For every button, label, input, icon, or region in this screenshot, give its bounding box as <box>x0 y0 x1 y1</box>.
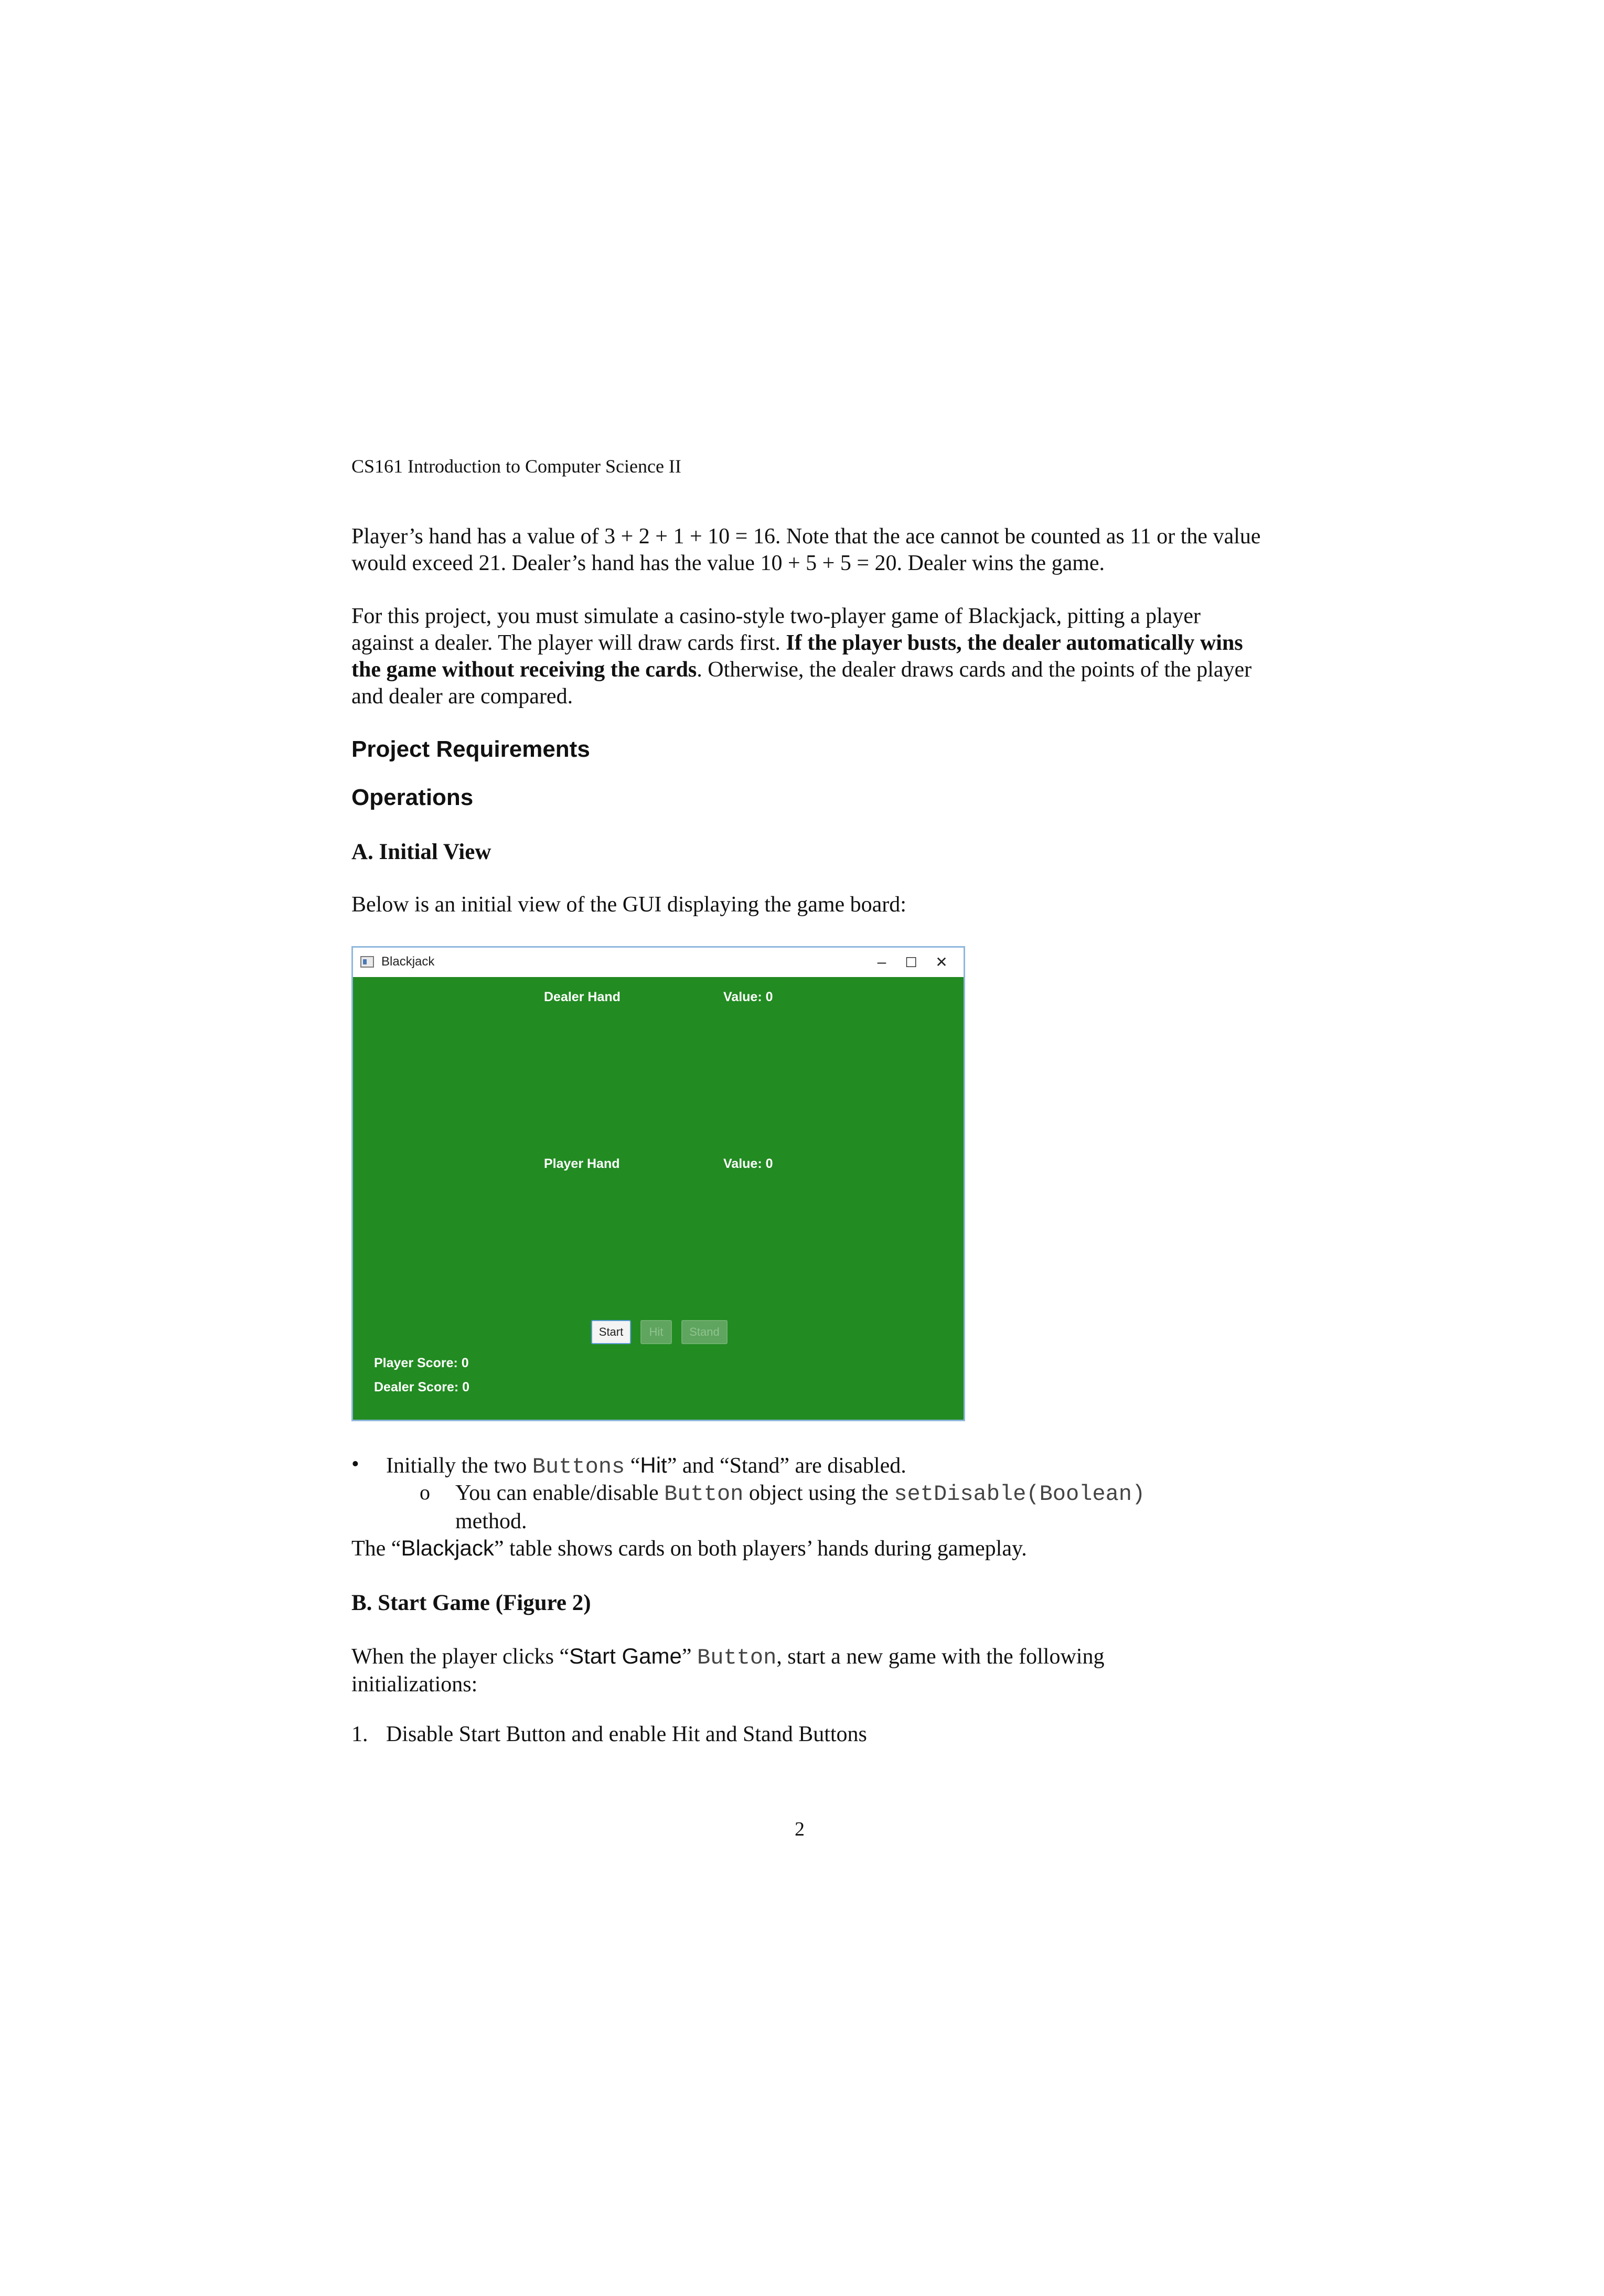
player-value-label: Value: 0 <box>723 1156 773 1171</box>
paragraph-project-intro <box>351 603 1264 710</box>
code-setdisable: setDisable(Boolean) <box>894 1482 1146 1507</box>
intro-text-c: . Otherwise, the dealer draws cards and the points of the player and dealer are compared. <box>351 658 1252 709</box>
hit-word: Hit <box>640 1453 667 1477</box>
start-button[interactable]: Start <box>591 1320 631 1344</box>
paragraph-start-game <box>351 1643 1149 1698</box>
dealer-hand-label: Dealer Hand <box>544 990 621 1004</box>
table-text: The “ <box>351 1537 401 1561</box>
table-name: Blackjack <box>401 1536 494 1560</box>
intro-bold-rule: If the player busts, the dealer automatically wins the game without receiving the cards <box>351 631 1243 682</box>
window-title: Blackjack <box>381 954 435 969</box>
start-text-end: , start a new game with the following initializations: <box>351 1645 1105 1697</box>
running-header: CS161 Introduction to Computer Science II <box>351 456 681 477</box>
list-number: 1. <box>351 1722 368 1746</box>
player-score-label: Player Score: 0 <box>374 1356 469 1370</box>
bullet-text: Initially the two <box>386 1454 532 1478</box>
sub-bullet-circle-icon: o <box>420 1480 430 1504</box>
sub-text-mid: object using the <box>743 1481 894 1505</box>
game-board <box>353 977 964 1420</box>
heading-initial-view: A. Initial View <box>351 840 491 864</box>
intro-text-a: For this project, you must simulate a casino-style two-player game of Blackjack, pitting a player against a dealer. The player will draw cards first. <box>351 604 1201 655</box>
bullet-dot-icon: • <box>351 1452 359 1476</box>
sub-text: You can enable/disable <box>455 1481 665 1505</box>
list-item-1: Disable Start Button and enable Hit and Stand Buttons <box>386 1722 867 1746</box>
dealer-score-label: Dealer Score: 0 <box>374 1380 470 1394</box>
code-buttons: Buttons <box>532 1454 625 1479</box>
dealer-value-label: Value: 0 <box>723 990 773 1004</box>
bullet-text-end: ” and “Stand” are disabled. <box>667 1454 906 1478</box>
heading-start-game: B. Start Game (Figure 2) <box>351 1591 591 1615</box>
start-game-name: Start Game <box>569 1644 682 1668</box>
player-hand-label: Player Hand <box>544 1156 620 1171</box>
paragraph-table <box>351 1535 1264 1562</box>
sub-bullet-setdisable <box>455 1480 1274 1508</box>
heading-operations: Operations <box>351 785 474 810</box>
hit-button[interactable]: Hit <box>640 1320 672 1344</box>
start-text: When the player clicks “ <box>351 1645 570 1669</box>
start-quote: ” <box>681 1645 698 1669</box>
stand-button[interactable]: Stand <box>681 1320 728 1344</box>
table-text-end: ” table shows cards on both players’ hands during gameplay. <box>494 1537 1027 1561</box>
sub-bullet-method: method. <box>455 1509 527 1533</box>
code-button: Button <box>664 1482 744 1507</box>
close-icon[interactable]: ✕ <box>935 954 948 970</box>
maximize-icon[interactable]: ☐ <box>905 954 917 970</box>
window-titlebar <box>353 948 964 977</box>
paragraph-gui-intro: Below is an initial view of the GUI displaying the game board: <box>351 893 906 917</box>
bullet-buttons-disabled <box>386 1452 1278 1480</box>
blackjack-window <box>351 946 965 1421</box>
paragraph-hand-values: Player’s hand has a value of 3 + 2 + 1 + 10 = 16. Note that the ace cannot be counted as 11 or the value would exceed 21. Dealer’s hand has the value 10 + 5 + 5 = 20. Dealer wins the game. <box>351 524 1261 575</box>
minimize-icon[interactable]: – <box>877 953 886 971</box>
heading-project-requirements: Project Requirements <box>351 736 590 762</box>
bullet-quote: “ <box>625 1454 640 1478</box>
code-button-start: Button <box>697 1645 777 1670</box>
app-icon <box>360 956 374 968</box>
page-number: 2 <box>795 1818 805 1840</box>
